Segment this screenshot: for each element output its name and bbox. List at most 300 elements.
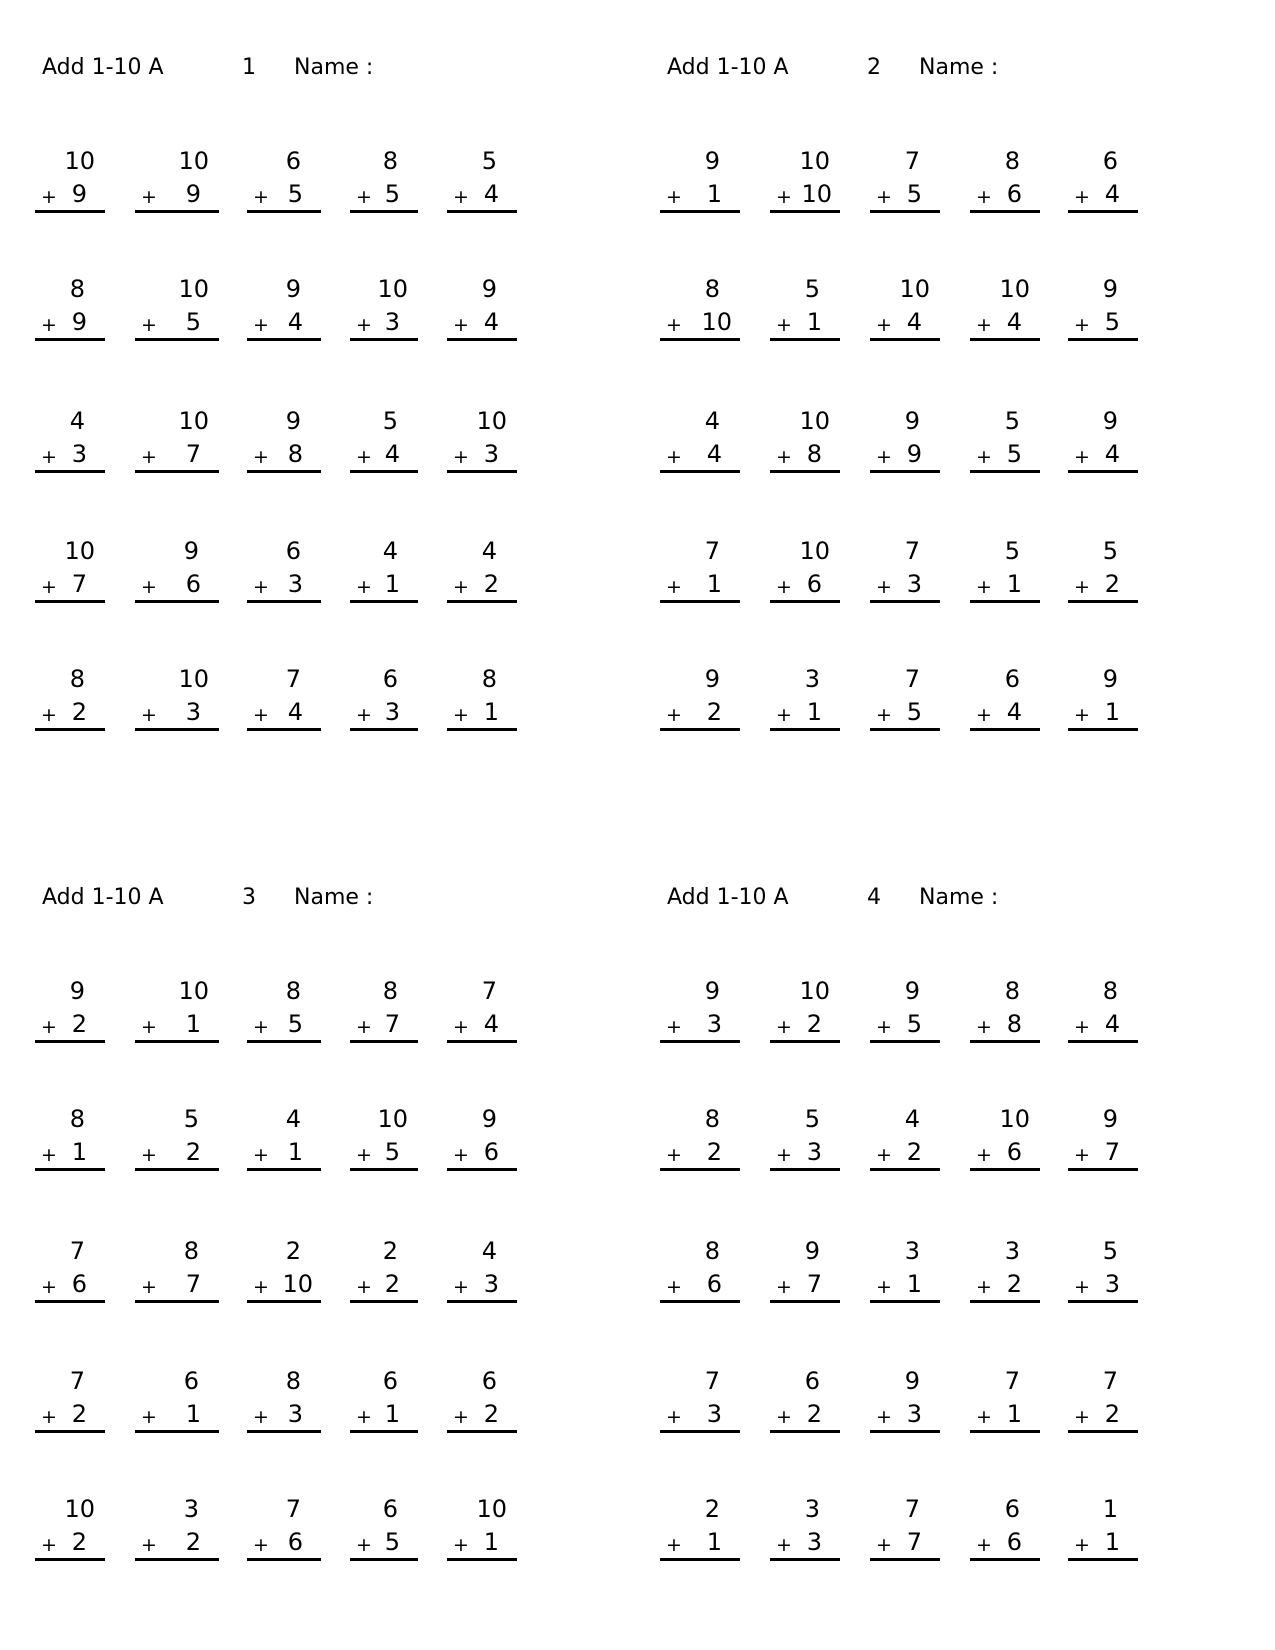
plus-sign: + xyxy=(141,1016,157,1038)
plus-sign: + xyxy=(356,1534,372,1556)
addition-problem xyxy=(660,665,740,731)
addition-problem xyxy=(35,407,105,473)
addend-top: 10 xyxy=(377,275,408,303)
addend-top: 6 xyxy=(285,147,301,175)
addend-bottom: 1 xyxy=(1006,1400,1022,1428)
plus-sign: + xyxy=(141,704,157,726)
answer-line xyxy=(350,210,418,213)
plus-sign: + xyxy=(666,1406,682,1428)
answer-line xyxy=(970,728,1040,731)
answer-line xyxy=(660,338,740,341)
plus-sign: + xyxy=(876,704,892,726)
addend-bottom: 2 xyxy=(706,698,722,726)
plus-sign: + xyxy=(776,314,792,336)
addend-top: 3 xyxy=(804,665,820,693)
addition-problem xyxy=(247,977,321,1043)
addend-bottom: 4 xyxy=(483,308,499,336)
addend-bottom: 7 xyxy=(71,570,87,598)
plus-sign: + xyxy=(41,576,57,598)
answer-line xyxy=(135,1040,219,1043)
addend-bottom: 7 xyxy=(384,1010,400,1038)
addend-top: 7 xyxy=(285,1495,301,1523)
addend-top: 10 xyxy=(799,407,830,435)
plus-sign: + xyxy=(141,1534,157,1556)
addend-top: 4 xyxy=(382,537,398,565)
answer-line xyxy=(770,210,840,213)
addend-bottom: 4 xyxy=(1104,180,1120,208)
plus-sign: + xyxy=(356,1276,372,1298)
plus-sign: + xyxy=(453,1406,469,1428)
answer-line xyxy=(35,728,105,731)
addition-problem xyxy=(660,275,740,341)
addition-problem xyxy=(35,537,105,603)
addend-top: 1 xyxy=(1102,1495,1118,1523)
addition-problem xyxy=(35,1367,105,1433)
plus-sign: + xyxy=(876,1406,892,1428)
sheet-title: Add 1-10 A xyxy=(667,885,789,910)
plus-sign: + xyxy=(876,1016,892,1038)
answer-line xyxy=(770,338,840,341)
sheet-number: 3 xyxy=(242,885,256,910)
addition-problem xyxy=(447,665,517,731)
answer-line xyxy=(447,338,517,341)
addend-bottom: 4 xyxy=(1006,698,1022,726)
answer-line xyxy=(35,1558,105,1561)
addend-top: 2 xyxy=(704,1495,720,1523)
addend-top: 10 xyxy=(64,147,95,175)
answer-line xyxy=(660,1040,740,1043)
addend-top: 3 xyxy=(183,1495,199,1523)
addition-problem xyxy=(660,1237,740,1303)
addend-bottom: 5 xyxy=(1104,308,1120,336)
addend-top: 9 xyxy=(904,977,920,1005)
plus-sign: + xyxy=(141,576,157,598)
plus-sign: + xyxy=(253,1144,269,1166)
answer-line xyxy=(447,210,517,213)
addition-problem xyxy=(447,407,517,473)
answer-line xyxy=(447,1168,517,1171)
answer-line xyxy=(135,1300,219,1303)
plus-sign: + xyxy=(141,1276,157,1298)
plus-sign: + xyxy=(41,1016,57,1038)
answer-line xyxy=(35,338,105,341)
addend-top: 9 xyxy=(704,977,720,1005)
plus-sign: + xyxy=(776,1276,792,1298)
addend-bottom: 3 xyxy=(71,440,87,468)
addend-top: 7 xyxy=(1004,1367,1020,1395)
addend-top: 5 xyxy=(1102,537,1118,565)
addition-problem xyxy=(970,1105,1040,1171)
addend-bottom: 5 xyxy=(906,1010,922,1038)
addend-top: 5 xyxy=(382,407,398,435)
addend-top: 8 xyxy=(704,1237,720,1265)
plus-sign: + xyxy=(976,1016,992,1038)
addend-top: 8 xyxy=(704,1105,720,1133)
addend-top: 10 xyxy=(799,537,830,565)
plus-sign: + xyxy=(253,186,269,208)
addition-problem xyxy=(247,147,321,213)
plus-sign: + xyxy=(1074,1144,1090,1166)
addition-problem xyxy=(247,1105,321,1171)
addend-bottom: 6 xyxy=(806,570,822,598)
answer-line xyxy=(447,470,517,473)
addition-problem xyxy=(247,407,321,473)
plus-sign: + xyxy=(976,1406,992,1428)
answer-line xyxy=(770,1558,840,1561)
addend-top: 4 xyxy=(285,1105,301,1133)
addition-problem xyxy=(870,977,940,1043)
addend-top: 10 xyxy=(476,407,507,435)
addend-top: 9 xyxy=(1102,275,1118,303)
plus-sign: + xyxy=(666,576,682,598)
sheet-number: 4 xyxy=(867,885,881,910)
addition-problem xyxy=(135,1495,219,1561)
addend-bottom: 3 xyxy=(483,1270,499,1298)
answer-line xyxy=(970,338,1040,341)
addend-bottom: 3 xyxy=(1104,1270,1120,1298)
addend-bottom: 2 xyxy=(1104,1400,1120,1428)
addition-problem xyxy=(247,1495,321,1561)
addition-problem xyxy=(770,1237,840,1303)
addend-top: 9 xyxy=(704,147,720,175)
addend-bottom: 2 xyxy=(71,698,87,726)
addend-top: 6 xyxy=(285,537,301,565)
addend-bottom: 1 xyxy=(706,1528,722,1556)
plus-sign: + xyxy=(776,186,792,208)
addend-top: 10 xyxy=(178,407,209,435)
plus-sign: + xyxy=(776,1534,792,1556)
addition-problem xyxy=(447,147,517,213)
addition-problem xyxy=(350,537,418,603)
addend-top: 2 xyxy=(285,1237,301,1265)
plus-sign: + xyxy=(666,186,682,208)
plus-sign: + xyxy=(666,1144,682,1166)
addend-bottom: 5 xyxy=(384,1528,400,1556)
plus-sign: + xyxy=(876,1534,892,1556)
answer-line xyxy=(770,1040,840,1043)
addend-top: 8 xyxy=(481,665,497,693)
answer-line xyxy=(870,470,940,473)
addend-top: 3 xyxy=(804,1495,820,1523)
addition-problem xyxy=(135,1237,219,1303)
addend-top: 3 xyxy=(904,1237,920,1265)
plus-sign: + xyxy=(453,186,469,208)
addend-bottom: 2 xyxy=(185,1138,201,1166)
addition-problem xyxy=(970,1237,1040,1303)
answer-line xyxy=(247,600,321,603)
addend-top: 9 xyxy=(285,407,301,435)
plus-sign: + xyxy=(1074,576,1090,598)
addend-bottom: 5 xyxy=(287,180,303,208)
addition-problem xyxy=(447,977,517,1043)
addend-top: 5 xyxy=(804,275,820,303)
answer-line xyxy=(447,600,517,603)
addition-problem xyxy=(870,1495,940,1561)
addend-top: 9 xyxy=(1102,1105,1118,1133)
answer-line xyxy=(970,1168,1040,1171)
addend-bottom: 1 xyxy=(706,180,722,208)
addend-bottom: 6 xyxy=(185,570,201,598)
addend-top: 6 xyxy=(804,1367,820,1395)
addition-problem xyxy=(447,1237,517,1303)
plus-sign: + xyxy=(41,1276,57,1298)
plus-sign: + xyxy=(253,1406,269,1428)
plus-sign: + xyxy=(1074,1406,1090,1428)
answer-line xyxy=(970,1040,1040,1043)
answer-line xyxy=(770,470,840,473)
answer-line xyxy=(1068,338,1138,341)
addend-bottom: 9 xyxy=(71,308,87,336)
addend-top: 4 xyxy=(481,537,497,565)
addend-top: 6 xyxy=(481,1367,497,1395)
addend-top: 8 xyxy=(1004,147,1020,175)
addition-problem xyxy=(660,977,740,1043)
addend-bottom: 7 xyxy=(1104,1138,1120,1166)
answer-line xyxy=(35,470,105,473)
addend-bottom: 5 xyxy=(185,308,201,336)
addend-bottom: 1 xyxy=(483,698,499,726)
addend-top: 10 xyxy=(178,977,209,1005)
addition-problem xyxy=(770,665,840,731)
addition-problem xyxy=(660,1495,740,1561)
plus-sign: + xyxy=(666,1016,682,1038)
answer-line xyxy=(35,1300,105,1303)
addend-bottom: 2 xyxy=(384,1270,400,1298)
addition-problem xyxy=(1068,1367,1138,1433)
plus-sign: + xyxy=(776,576,792,598)
plus-sign: + xyxy=(356,314,372,336)
answer-line xyxy=(660,210,740,213)
plus-sign: + xyxy=(453,704,469,726)
answer-line xyxy=(770,1430,840,1433)
addend-top: 8 xyxy=(183,1237,199,1265)
addition-problem xyxy=(970,407,1040,473)
answer-line xyxy=(1068,1168,1138,1171)
plus-sign: + xyxy=(976,1144,992,1166)
answer-line xyxy=(870,600,940,603)
addend-bottom: 6 xyxy=(287,1528,303,1556)
answer-line xyxy=(35,1168,105,1171)
addition-problem xyxy=(35,1495,105,1561)
addend-top: 5 xyxy=(804,1105,820,1133)
answer-line xyxy=(660,1168,740,1171)
addend-top: 7 xyxy=(69,1367,85,1395)
answer-line xyxy=(1068,1558,1138,1561)
plus-sign: + xyxy=(253,1276,269,1298)
addend-top: 9 xyxy=(285,275,301,303)
addition-problem xyxy=(135,1367,219,1433)
addition-problem xyxy=(350,275,418,341)
plus-sign: + xyxy=(876,186,892,208)
addend-bottom: 2 xyxy=(1104,570,1120,598)
addition-problem xyxy=(1068,1105,1138,1171)
addend-bottom: 3 xyxy=(906,570,922,598)
addend-bottom: 5 xyxy=(384,1138,400,1166)
addend-bottom: 7 xyxy=(185,1270,201,1298)
addition-problem xyxy=(970,275,1040,341)
plus-sign: + xyxy=(666,1276,682,1298)
addend-bottom: 1 xyxy=(1006,570,1022,598)
answer-line xyxy=(870,1300,940,1303)
addition-problem xyxy=(135,537,219,603)
answer-line xyxy=(1068,728,1138,731)
addend-top: 8 xyxy=(704,275,720,303)
answer-line xyxy=(247,470,321,473)
addend-top: 10 xyxy=(999,275,1030,303)
addition-problem xyxy=(870,537,940,603)
answer-line xyxy=(35,600,105,603)
addition-problem xyxy=(770,275,840,341)
addend-top: 9 xyxy=(481,1105,497,1133)
plus-sign: + xyxy=(41,446,57,468)
answer-line xyxy=(770,1168,840,1171)
answer-line xyxy=(1068,210,1138,213)
plus-sign: + xyxy=(253,1534,269,1556)
answer-line xyxy=(135,470,219,473)
addend-bottom: 8 xyxy=(806,440,822,468)
addend-bottom: 1 xyxy=(384,570,400,598)
addend-top: 4 xyxy=(704,407,720,435)
answer-line xyxy=(135,728,219,731)
addition-problem xyxy=(350,147,418,213)
answer-line xyxy=(350,1168,418,1171)
plus-sign: + xyxy=(453,1144,469,1166)
plus-sign: + xyxy=(776,1406,792,1428)
addend-top: 8 xyxy=(382,977,398,1005)
addend-bottom: 1 xyxy=(906,1270,922,1298)
addition-problem xyxy=(447,537,517,603)
answer-line xyxy=(660,600,740,603)
plus-sign: + xyxy=(453,446,469,468)
addend-bottom: 3 xyxy=(287,1400,303,1428)
answer-line xyxy=(35,1430,105,1433)
addend-bottom: 8 xyxy=(287,440,303,468)
plus-sign: + xyxy=(141,1144,157,1166)
answer-line xyxy=(770,1300,840,1303)
addend-top: 9 xyxy=(183,537,199,565)
answer-line xyxy=(350,1040,418,1043)
addend-bottom: 3 xyxy=(384,698,400,726)
addend-top: 10 xyxy=(476,1495,507,1523)
answer-line xyxy=(660,470,740,473)
answer-line xyxy=(447,1430,517,1433)
addend-top: 6 xyxy=(382,665,398,693)
addition-problem xyxy=(770,407,840,473)
addend-top: 3 xyxy=(1004,1237,1020,1265)
name-label: Name : xyxy=(294,885,374,910)
addition-problem xyxy=(247,665,321,731)
answer-line xyxy=(1068,600,1138,603)
addition-problem xyxy=(770,147,840,213)
addend-bottom: 8 xyxy=(1006,1010,1022,1038)
sheet-header xyxy=(42,55,562,85)
addition-problem xyxy=(770,1105,840,1171)
addend-bottom: 3 xyxy=(483,440,499,468)
name-label: Name : xyxy=(919,55,999,80)
answer-line xyxy=(247,210,321,213)
plus-sign: + xyxy=(976,704,992,726)
answer-line xyxy=(350,470,418,473)
addend-top: 7 xyxy=(481,977,497,1005)
addend-bottom: 6 xyxy=(483,1138,499,1166)
answer-line xyxy=(350,338,418,341)
answer-line xyxy=(135,338,219,341)
addend-bottom: 1 xyxy=(483,1528,499,1556)
plus-sign: + xyxy=(1074,1276,1090,1298)
plus-sign: + xyxy=(976,1276,992,1298)
addition-problem xyxy=(350,1105,418,1171)
addend-bottom: 5 xyxy=(384,180,400,208)
addend-bottom: 4 xyxy=(287,698,303,726)
plus-sign: + xyxy=(776,1016,792,1038)
answer-line xyxy=(447,1558,517,1561)
addend-bottom: 1 xyxy=(287,1138,303,1166)
plus-sign: + xyxy=(253,1016,269,1038)
answer-line xyxy=(350,1558,418,1561)
addend-bottom: 2 xyxy=(806,1400,822,1428)
addend-bottom: 4 xyxy=(706,440,722,468)
addend-bottom: 4 xyxy=(1006,308,1022,336)
addend-top: 10 xyxy=(377,1105,408,1133)
addend-top: 2 xyxy=(382,1237,398,1265)
addend-top: 6 xyxy=(183,1367,199,1395)
addition-problem xyxy=(447,1105,517,1171)
sheet-title: Add 1-10 A xyxy=(42,55,164,80)
addend-bottom: 4 xyxy=(1104,1010,1120,1038)
plus-sign: + xyxy=(1074,1534,1090,1556)
addend-bottom: 1 xyxy=(185,1400,201,1428)
addend-top: 7 xyxy=(1102,1367,1118,1395)
addend-top: 8 xyxy=(285,977,301,1005)
plus-sign: + xyxy=(776,704,792,726)
answer-line xyxy=(870,1558,940,1561)
plus-sign: + xyxy=(141,446,157,468)
addend-bottom: 1 xyxy=(706,570,722,598)
addition-problem xyxy=(350,1367,418,1433)
addition-problem xyxy=(970,977,1040,1043)
sheet-title: Add 1-10 A xyxy=(42,885,164,910)
addend-top: 9 xyxy=(1102,665,1118,693)
addition-problem xyxy=(35,275,105,341)
plus-sign: + xyxy=(976,446,992,468)
addition-problem xyxy=(770,537,840,603)
plus-sign: + xyxy=(141,1406,157,1428)
addend-top: 5 xyxy=(1004,537,1020,565)
addition-problem xyxy=(870,665,940,731)
addend-top: 9 xyxy=(704,665,720,693)
addend-bottom: 2 xyxy=(1006,1270,1022,1298)
addition-problem xyxy=(35,1105,105,1171)
answer-line xyxy=(660,728,740,731)
addend-bottom: 2 xyxy=(71,1010,87,1038)
plus-sign: + xyxy=(453,314,469,336)
addition-problem xyxy=(350,977,418,1043)
plus-sign: + xyxy=(253,446,269,468)
addend-bottom: 3 xyxy=(906,1400,922,1428)
addition-problem xyxy=(970,537,1040,603)
addend-top: 8 xyxy=(1004,977,1020,1005)
plus-sign: + xyxy=(453,576,469,598)
plus-sign: + xyxy=(356,1144,372,1166)
plus-sign: + xyxy=(41,1144,57,1166)
answer-line xyxy=(247,728,321,731)
answer-line xyxy=(447,1300,517,1303)
addend-top: 10 xyxy=(178,147,209,175)
addend-bottom: 1 xyxy=(185,1010,201,1038)
plus-sign: + xyxy=(41,314,57,336)
plus-sign: + xyxy=(976,186,992,208)
plus-sign: + xyxy=(253,576,269,598)
